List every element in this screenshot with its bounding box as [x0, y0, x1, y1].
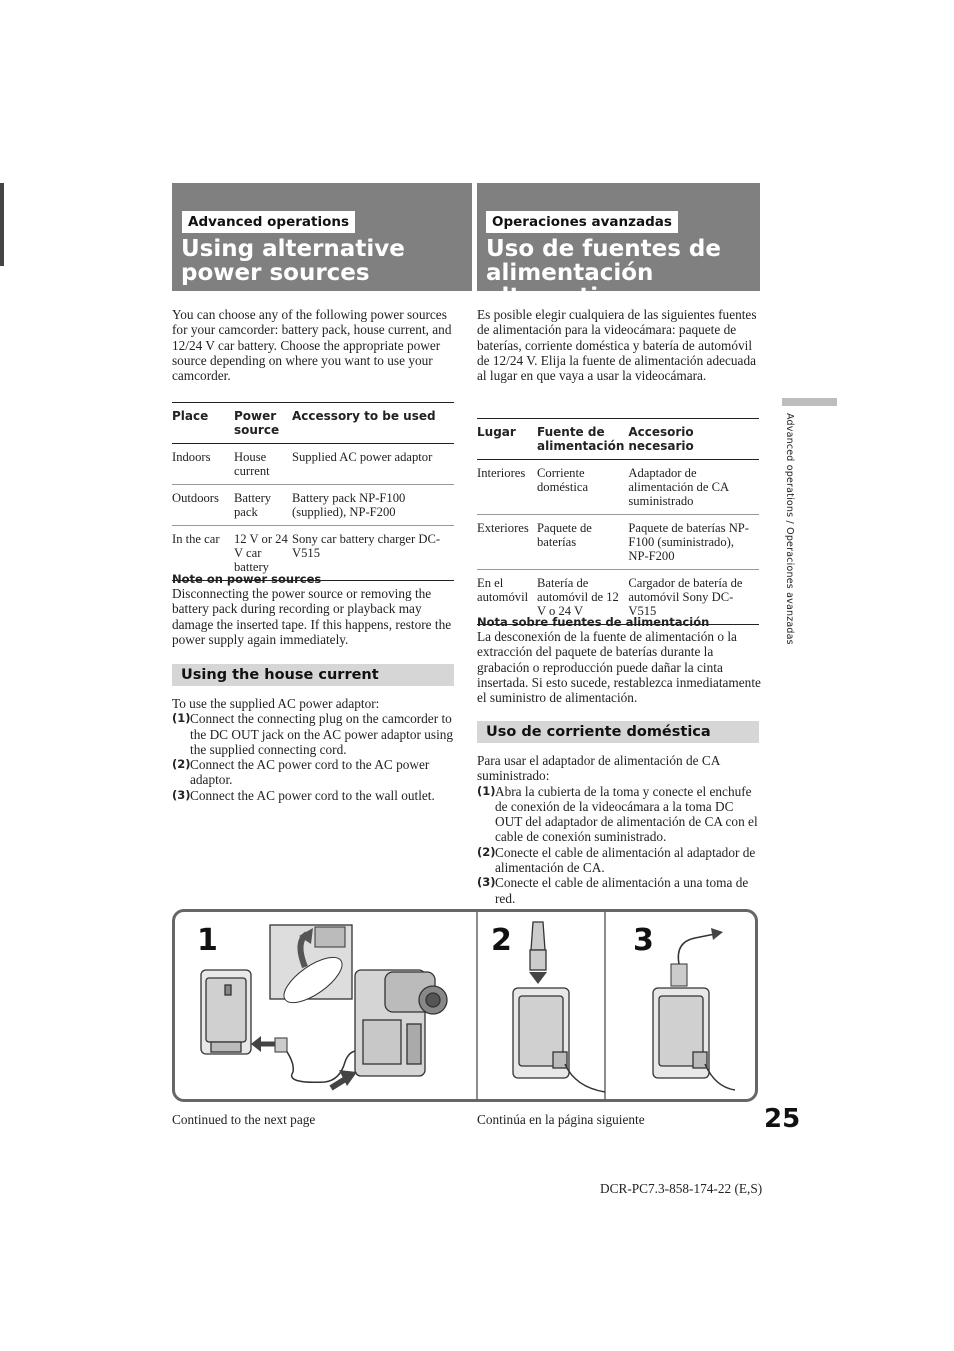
es-chapter-tag: Operaciones avanzadas	[486, 211, 678, 233]
en-note	[172, 572, 454, 647]
list-item: (2) Connect the AC power cord to the AC power adaptor.	[172, 757, 430, 788]
es-th-accesorio: Accesorio necesario	[628, 419, 759, 460]
page-edge-marker	[0, 183, 4, 266]
plug-arrow-head	[251, 1036, 261, 1052]
es-th-fuente: Fuente de alimentación	[537, 419, 628, 460]
es-power-table	[477, 418, 759, 625]
down-arrow	[529, 972, 547, 984]
cord-line-2	[565, 1064, 605, 1092]
table-row: Outdoors Battery pack Battery pack NP-F100 (supplied), NP-F200	[172, 485, 454, 526]
illustration-panel	[172, 909, 758, 1102]
en-section-title: Using the house current	[172, 664, 454, 686]
es-section-title: Uso de corriente doméstica	[477, 721, 759, 743]
list-item: (3) Conecte el cable de alimentación a una toma de red.	[477, 875, 749, 906]
en-note-title: Note on power sources	[172, 572, 322, 586]
chapter-header	[172, 183, 760, 310]
page-number: 25	[764, 1104, 801, 1134]
list-item: (1) Abra la cubierta de la toma y conecte el enchufe de conexión de la videocámara a la toma DC OUT del adaptador de alimentación de CA con el cable de conexión suministrado.	[477, 783, 758, 845]
table-row: Interiores Corriente doméstica Adaptador de alimentación de CA suministrado	[477, 460, 759, 515]
sidebar-tab	[782, 398, 837, 406]
ac-adaptor-step3-icon	[653, 988, 709, 1078]
es-th-lugar: Lugar	[477, 419, 537, 460]
table-row: Indoors House current Supplied AC power adaptor	[172, 444, 454, 485]
es-intro: Es posible elegir cualquiera de las siguientes fuentes de alimentación para la videocámara: paquete de baterías, corriente doméstica y batería de automóvil de 12/24 V. Elija la fuente de alimentación adecuada al lugar en que vaya a usar la videocámara.	[477, 307, 757, 384]
sidebar-vertical-label: Advanced operations / Operaciones avanzadas	[784, 413, 795, 645]
en-steps	[172, 696, 456, 803]
es-note	[477, 615, 761, 705]
step-label-3: 3	[633, 923, 654, 958]
es-note-body: La desconexión de la fuente de alimentación o la extracción del paquete de baterías durante la grabación o reproducción puede dañar la cinta insertada. Si esto sucede, restablezca inmediatamente el suministro de alimentación.	[477, 629, 761, 706]
en-steps-intro: To use the supplied AC power adaptor:	[172, 696, 380, 711]
en-intro: You can choose any of the following power sources for your camcorder: battery pack, house current, and 12/24 V car battery. Choose the appropriate power source depending on where you want to use your camcorder.	[172, 307, 452, 384]
es-steps-intro: Para usar el adaptador de alimentación de CA suministrado:	[477, 753, 720, 784]
step-label-2: 2	[491, 923, 512, 958]
list-item: (1) Connect the connecting plug on the camcorder to the DC OUT jack on the AC power adaptor using the supplied connecting cord.	[172, 711, 454, 757]
step-label-1: 1	[197, 923, 218, 958]
en-th-power: Power source	[234, 403, 292, 444]
ac-adaptor-icon	[201, 970, 251, 1054]
camcorder-icon	[355, 970, 447, 1076]
table-row: Exteriores Paquete de baterías Paquete de baterías NP-F100 (suministrado), NP-F200	[477, 515, 759, 570]
en-th-place: Place	[172, 403, 234, 444]
list-item: (2) Conecte el cable de alimentación al adaptador de alimentación de CA.	[477, 844, 756, 876]
es-note-title: Nota sobre fuentes de alimentación	[477, 615, 710, 629]
list-item: (3) Connect the AC power cord to the wall outlet.	[172, 787, 435, 803]
outlet-arrow	[711, 928, 723, 940]
document-code: DCR-PC7.3-858-174-22 (E,S)	[600, 1181, 763, 1196]
power-cord-3	[678, 934, 715, 964]
illustration-drawing	[175, 912, 755, 1099]
es-steps	[477, 753, 761, 906]
en-note-body: Disconnecting the power source or removing the battery pack during recording or playback may damage the inserted tape. If this happens, restore the power supply again immediately.	[172, 586, 452, 647]
cover-inset	[270, 925, 352, 1011]
es-continued: Continúa en la página siguiente	[477, 1112, 645, 1127]
header-divider	[472, 183, 477, 291]
en-continued: Continued to the next page	[172, 1112, 316, 1127]
ac-power-cord-plug	[530, 922, 546, 970]
power-cord-plug-3	[671, 964, 687, 986]
cord-plug	[275, 1038, 287, 1052]
ac-adaptor-step2-icon	[513, 988, 569, 1078]
en-chapter-tag: Advanced operations	[182, 211, 355, 233]
table-row: In the car 12 V or 24 V car battery Sony car battery charger DC-V515	[172, 526, 454, 581]
en-power-table	[172, 402, 454, 581]
es-page-title: Uso de fuentes de alimentación alternativas	[486, 236, 721, 310]
table-row: En el automóvil Batería de automóvil de 12 V o 24 V Cargador de batería de automóvil Sony DC-V515	[477, 570, 759, 625]
en-th-accessory: Accessory to be used	[292, 403, 454, 444]
en-page-title: Using alternative power sources	[181, 236, 405, 286]
